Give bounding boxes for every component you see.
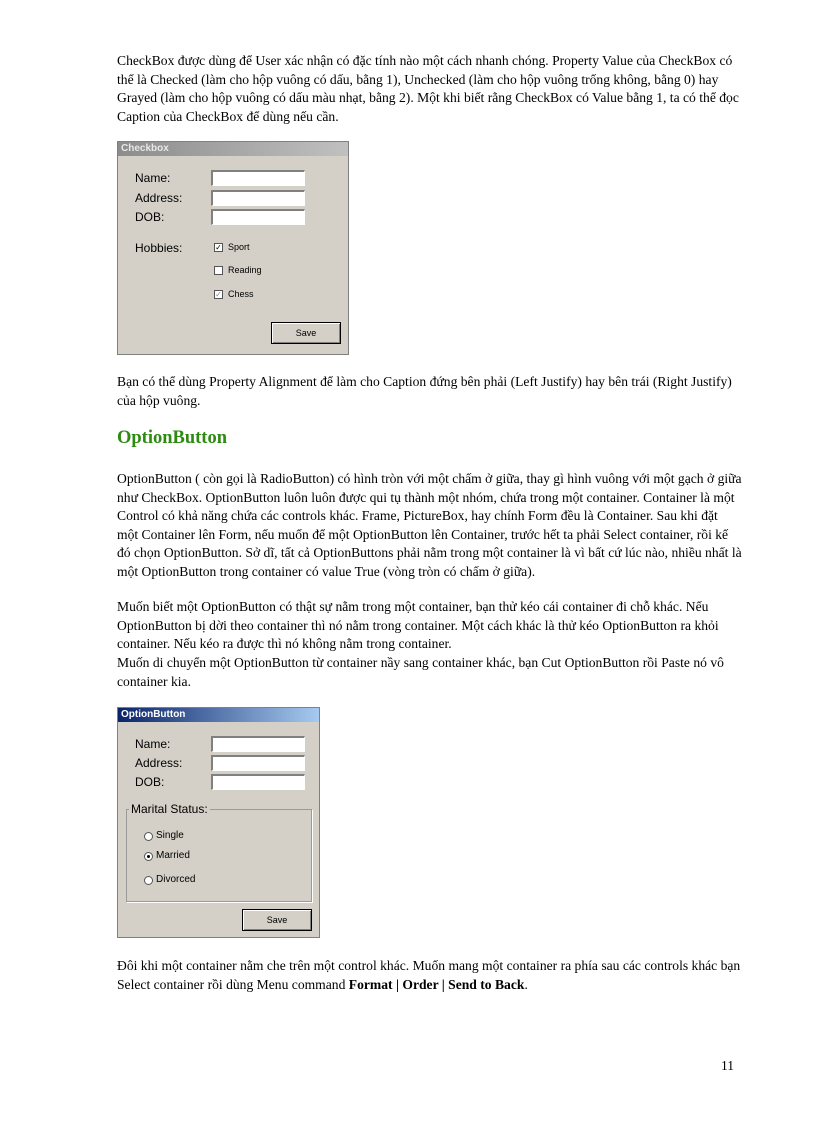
reading-checkbox[interactable]	[214, 266, 223, 275]
divorced-radio[interactable]	[144, 876, 153, 885]
checkbox-dialog-titlebar: Checkbox	[118, 142, 348, 156]
page-number: 11	[721, 1058, 734, 1073]
dob-label: DOB:	[135, 775, 165, 789]
paragraph-alignment: Bạn có thể dùng Property Alignment để làm cho Caption đứng bên phải (Left Justify) hay bên trái (Right Justify) của hộp vuông.	[117, 374, 732, 408]
save-button[interactable]: Save	[271, 322, 341, 344]
marital-status-label: Marital Status:	[131, 802, 208, 816]
selected-dot-icon	[147, 855, 150, 858]
sport-checkbox[interactable]: ✓	[215, 243, 222, 252]
dob-field[interactable]	[211, 774, 305, 790]
paragraph-move-option: Muốn di chuyển một OptionButton từ container nầy sang container khác, bạn Cut OptionButton rồi Paste nó vô container kia.	[117, 655, 724, 689]
address-label: Address:	[135, 756, 183, 770]
name-label: Name:	[135, 737, 171, 751]
optionbutton-dialog	[117, 707, 320, 938]
dob-field[interactable]	[211, 209, 305, 225]
paragraph-container-check: Muốn biết một OptionButton có thật sự nằm trong một container, bạn thử kéo cái container đi chỗ khác. Nếu OptionButton bị dời theo container thì nó nằm trong container. Một cách khác là thử kéo OptionButton ra khỏi container. Nếu kéo ra được thì nó không nằm trong container.	[117, 599, 719, 651]
name-label: Name:	[135, 171, 171, 185]
paragraph-optionbutton-intro: OptionButton ( còn gọi là RadioButton) có hình tròn với một chấm ở giữa, thay gì hình vuông với một gạch ở giữa như CheckBox. OptionButton luôn luôn được qui tụ thành một nhóm, chứa trong một container. Container là một Control có khả năng chứa các controls khác. Frame, PictureBox, hay chính Form đều là Container. Sau khi đặt một Container lên Form, nếu muốn để một OptionButton lên Container, trước hết ta phải Select container, rồi kế đó chọn OptionButton. Sở dĩ, tất cả OptionButtons phải nằm trong một container là vì bất cứ lúc nào, nhiều nhất là một OptionButton trong container có value True (vòng tròn có chấm ở giữa).	[117, 471, 742, 579]
checkbox-dialog	[117, 141, 349, 355]
chess-checkbox[interactable]: ✓	[215, 290, 222, 299]
name-field[interactable]	[211, 736, 305, 752]
send-to-back-period: .	[524, 976, 528, 992]
name-field[interactable]	[211, 170, 305, 186]
reading-label: Reading	[228, 265, 262, 275]
sport-label: Sport	[228, 242, 250, 252]
optionbutton-dialog-titlebar: OptionButton	[118, 708, 319, 722]
section-heading-optionbutton: OptionButton	[117, 428, 228, 448]
paragraph-send-to-back	[117, 957, 742, 994]
married-label: Married	[156, 850, 190, 861]
single-radio[interactable]	[144, 832, 153, 841]
save-button[interactable]: Save	[242, 909, 312, 931]
chess-label: Chess	[228, 289, 254, 299]
address-field[interactable]	[211, 190, 305, 206]
marital-status-frame	[126, 809, 312, 902]
divorced-label: Divorced	[156, 874, 196, 885]
menu-command-path: Format | Order | Send to Back	[348, 976, 525, 992]
hobbies-label: Hobbies:	[135, 241, 183, 255]
send-to-back-text: Đôi khi một container nằm che trên một control khác. Muốn mang một container ra phía sau các controls khác bạn Select container rồi dùng Menu command	[117, 958, 741, 992]
paragraph-checkbox-intro: CheckBox được dùng để User xác nhận có đặc tính nào một cách nhanh chóng. Property Value của CheckBox có thể là Checked (làm cho hộp vuông có dấu, bằng 1), Unchecked (làm cho hộp vuông trống không, bằng 0) hay Grayed (làm cho hộp vuông có dấu màu nhạt, bằng 2). Một khi biết rằng CheckBox có Value bằng 1, ta có thể đọc Caption của CheckBox để dùng nếu cần.	[117, 53, 739, 124]
married-radio[interactable]	[144, 852, 153, 861]
address-label: Address:	[135, 191, 183, 205]
address-field[interactable]	[211, 755, 305, 771]
single-label: Single	[156, 830, 184, 841]
dob-label: DOB:	[135, 210, 165, 224]
